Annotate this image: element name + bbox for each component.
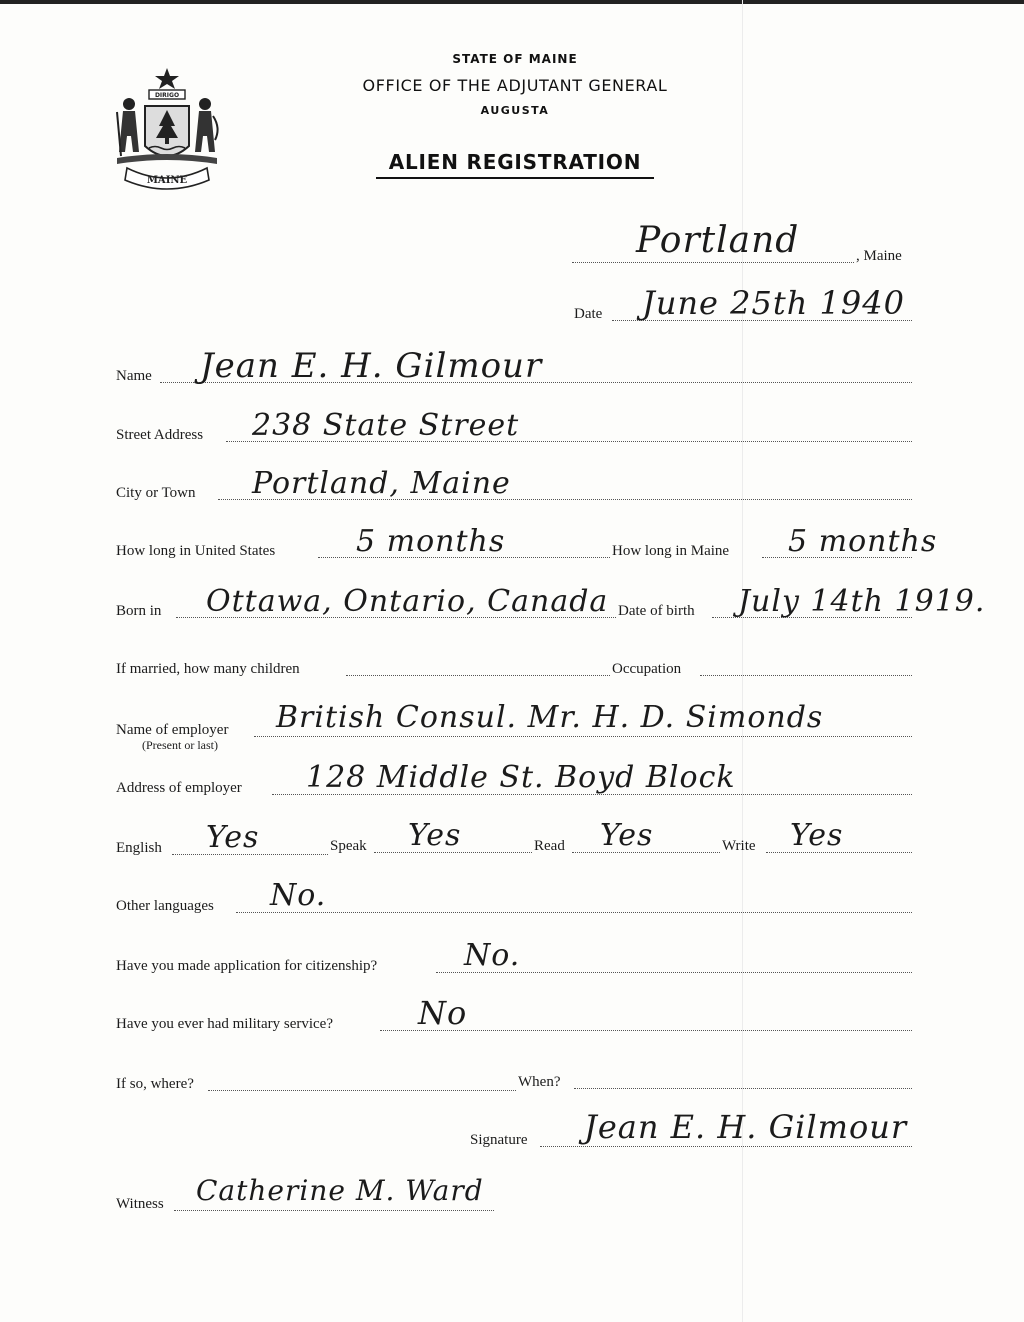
when-line (574, 1088, 912, 1089)
where-label: If so, where? (116, 1076, 194, 1092)
date-label: Date (574, 306, 603, 322)
english-label: English (116, 840, 162, 856)
born-label: Born in (116, 603, 162, 619)
occupation-line (700, 675, 912, 676)
citizenship-value[interactable]: No. (464, 938, 521, 973)
speak-value[interactable]: Yes (408, 818, 462, 853)
write-value[interactable]: Yes (790, 818, 844, 853)
english-value[interactable]: Yes (206, 820, 260, 855)
employer-sublabel: (Present or last) (142, 738, 218, 752)
speak-label: Speak (330, 838, 367, 854)
write-label: Write (722, 838, 756, 854)
children-line (346, 675, 610, 676)
read-value[interactable]: Yes (600, 818, 654, 853)
place-line (572, 262, 854, 263)
city-value[interactable]: Portland, Maine (252, 466, 511, 501)
employer-value[interactable]: British Consul. Mr. H. D. Simonds (276, 700, 824, 735)
employer-address-label: Address of employer (116, 780, 242, 796)
read-label: Read (534, 838, 565, 854)
state-of-maine-seal-icon (113, 66, 221, 192)
city-label: City or Town (116, 485, 196, 501)
date-value[interactable]: June 25th 1940 (642, 284, 905, 322)
signature-value[interactable]: Jean E. H. Gilmour (584, 1108, 908, 1146)
military-label: Have you ever had military service? (116, 1016, 333, 1032)
seal-motto: DIRIGO (154, 92, 180, 99)
employer-line (254, 736, 912, 737)
employer-label: Name of employer (116, 722, 229, 738)
seal-banner-text: MAINE (146, 175, 188, 186)
other-languages-value[interactable]: No. (270, 878, 327, 913)
signature-line (540, 1146, 912, 1147)
citizenship-label: Have you made application for citizenship? (116, 958, 378, 974)
employer-address-value[interactable]: 128 Middle St. Boyd Block (306, 760, 736, 795)
witness-line (174, 1210, 494, 1211)
other-languages-line (236, 912, 912, 913)
maine-duration-label: How long in Maine (612, 543, 730, 559)
form-title: ALIEN REGISTRATION (376, 150, 654, 179)
header-state: STATE OF MAINE (452, 52, 578, 66)
us-duration-value[interactable]: 5 months (356, 524, 506, 559)
signature-label: Signature (470, 1132, 528, 1148)
military-value[interactable]: No (418, 994, 468, 1032)
maine-duration-value[interactable]: 5 months (788, 524, 938, 559)
us-duration-label: How long in United States (116, 543, 276, 559)
header-office: OFFICE OF THE ADJUTANT GENERAL (362, 76, 668, 95)
dob-label: Date of birth (618, 603, 695, 619)
born-value[interactable]: Ottawa, Ontario, Canada (206, 584, 609, 619)
witness-label: Witness (116, 1196, 164, 1212)
scan-edge (0, 0, 1024, 4)
occupation-label: Occupation (612, 661, 682, 677)
place-suffix-label: , Maine (856, 248, 902, 264)
street-value[interactable]: 238 State Street (252, 408, 520, 443)
other-languages-label: Other languages (116, 898, 214, 914)
name-value[interactable]: Jean E. H. Gilmour (200, 346, 543, 386)
children-label: If married, how many children (116, 661, 300, 677)
name-label: Name (116, 368, 152, 384)
where-line (208, 1090, 516, 1091)
witness-value[interactable]: Catherine M. Ward (196, 1174, 484, 1207)
when-label: When? (518, 1074, 561, 1090)
place-value[interactable]: Portland (636, 220, 800, 261)
dob-value[interactable]: July 14th 1919. (738, 584, 986, 619)
street-label: Street Address (116, 427, 204, 443)
header-city: AUGUSTA (480, 104, 550, 117)
